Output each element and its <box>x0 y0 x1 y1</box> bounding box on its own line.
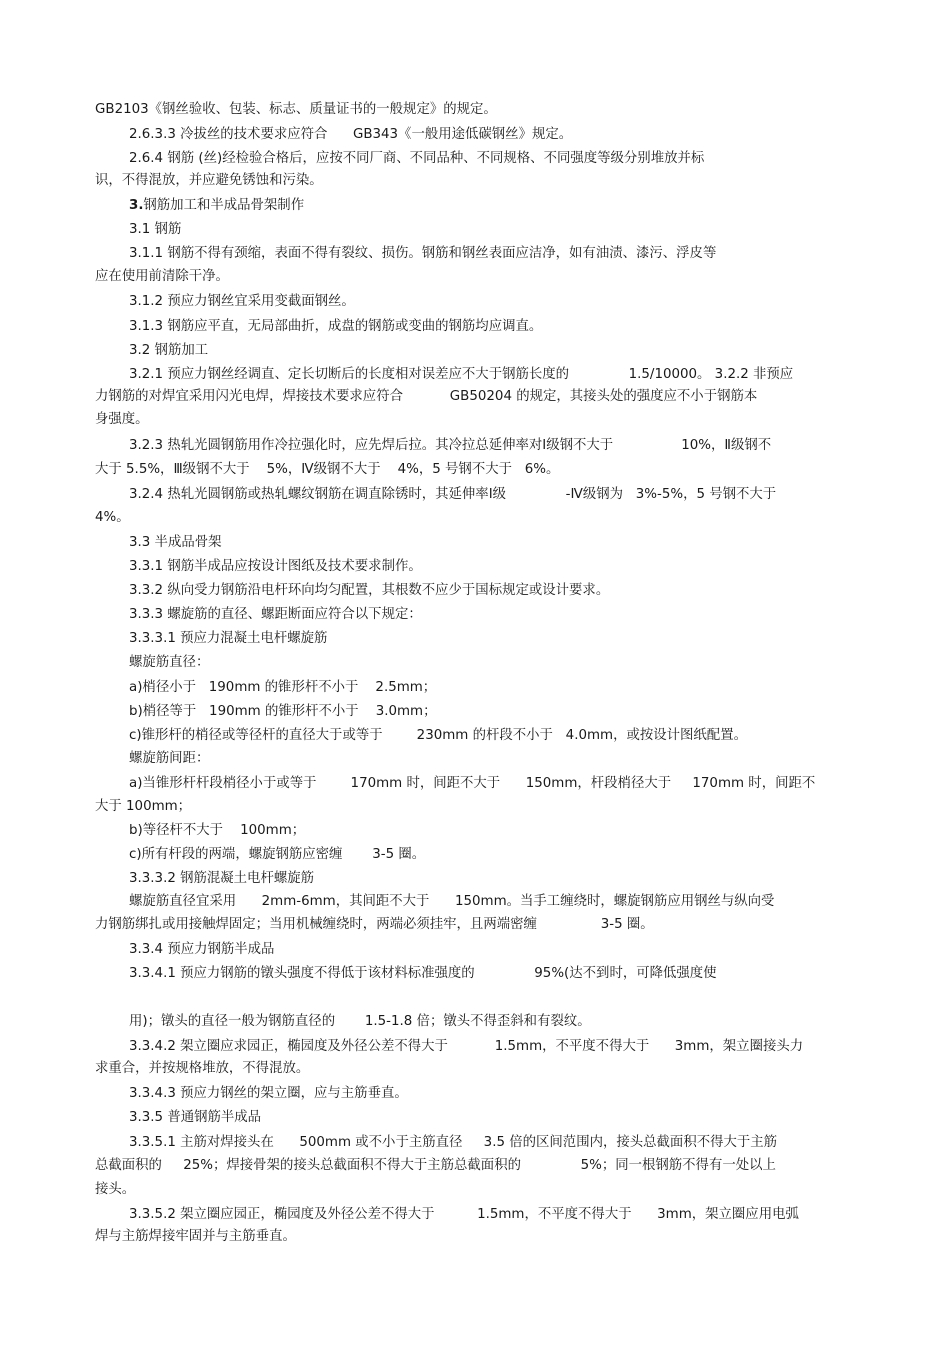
text-line: 2.6.3.3 冷拔丝的技术要求应符合 GB343《一般用途低碳钢丝》规定。 <box>129 127 573 142</box>
text-line: 3.2.4 热轧光圆钢筋或热轧螺纹钢筋在调直除锈时，其延伸率Ⅰ级 -Ⅳ级钢为 3%-5%，5 号钢不大于 <box>129 487 777 502</box>
text-line: 身强度。 <box>95 412 149 427</box>
text-line: 3.3.4.2 架立圈应求园正，椭园度及外径公差不得大于 1.5mm，不平度不得大于 3mm，架立圈接头力 <box>129 1039 804 1054</box>
text-line: 3.3.3.2 钢筋混凝土电杆螺旋筋 <box>129 871 315 886</box>
text-line: 力钢筋绑扎或用接触焊固定；当用机械缠绕时，两端必须挂牢，且两端密缠 3-5 圈。 <box>95 917 654 932</box>
text-line: 3.1 钢筋 <box>129 222 182 237</box>
text-line: 3.3.2 纵向受力钢筋沿电杆环向均匀配置，其根数不应少于国标规定或设计要求。 <box>129 583 610 598</box>
text-line: 3.3.5 普通钢筋半成品 <box>129 1110 262 1125</box>
text-line: 3.3.4 预应力钢筋半成品 <box>129 942 275 957</box>
text-line: 3.3.4.3 预应力钢丝的架立圈，应与主筋垂直。 <box>129 1086 408 1101</box>
text-line: GB2103《钢丝验收、包装、标志、质量证书的一般规定》的规定。 <box>95 102 497 117</box>
text-line: c)所有杆段的两端，螺旋钢筋应密缠 3-5 圈。 <box>129 847 426 862</box>
text-line: 3.3.3 螺旋筋的直径、螺距断面应符合以下规定： <box>129 607 422 622</box>
text-line: 3.2.1 预应力钢丝经调直、定长切断后的长度相对误差应不大于钢筋长度的 1.5/10000。 3.2.2 非预应 <box>129 367 794 382</box>
text-line: 螺旋筋间距： <box>129 751 210 766</box>
text-line: c)锥形杆的梢径或等径杆的直径大于或等于 230mm 的杆段不小于 4.0mm，或按设计图纸配置。 <box>129 728 747 743</box>
text-line: 3.1.2 预应力钢丝宜采用变截面钢丝。 <box>129 294 355 309</box>
text-line: 4%。 <box>95 510 130 525</box>
text-line: 大于 100mm； <box>95 799 192 814</box>
text-line: b)等径杆不大于 100mm； <box>129 823 306 838</box>
text-line: 3.2 钢筋加工 <box>129 343 209 358</box>
text-line: 螺旋筋直径： <box>129 655 210 670</box>
text-line: 3.3.4.1 预应力钢筋的镦头强度不得低于该材料标准强度的 95%(达不到时，可降低强度使 <box>129 966 717 981</box>
text-line: 3.1.3 钢筋应平直，无局部曲折，成盘的钢筋或变曲的钢筋均应调直。 <box>129 319 543 334</box>
text-line: b)梢径等于 190mm 的锥形杆不小于 3.0mm； <box>129 704 437 719</box>
text-line: 接头。 <box>95 1182 136 1197</box>
text-line: 求重合，并按规格堆放，不得混放。 <box>95 1061 310 1076</box>
text-line: 3.3.1 钢筋半成品应按设计图纸及技术要求制作。 <box>129 559 422 574</box>
text-line: 3.2.3 热轧光圆钢筋用作冷拉强化时，应先焊后拉。其冷拉总延伸率对Ⅰ级钢不大于 10%，Ⅱ级钢不 <box>129 438 772 453</box>
text-line: 3.3.3.1 预应力混凝土电杆螺旋筋 <box>129 631 328 646</box>
text-line: 总截面积的 25%；焊接骨架的接头总截面积不得大于主筋总截面积的 5%；同一根钢筋不得有一处以上 <box>95 1158 776 1173</box>
section-heading-number: 3. <box>129 198 144 213</box>
section-heading-text: 钢筋加工和半成品骨架制作 <box>143 198 305 213</box>
text-line: 3.1.1 钢筋不得有颈缩，表面不得有裂纹、损伤。钢筋和钢丝表面应洁净，如有油渍、漆污、浮皮等 <box>129 246 717 261</box>
text-line: 识，不得混放，并应避免锈蚀和污染。 <box>95 173 323 188</box>
text-line: 3.3.5.1 主筋对焊接头在 500mm 或不小于主筋直径 3.5 倍的区间范围内，接头总截面积不得大于主筋 <box>129 1135 778 1150</box>
section-heading <box>129 198 304 214</box>
text-line: 3.3.5.2 架立圈应园正，椭园度及外径公差不得大于 1.5mm，不平度不得大于 3mm，架立圈应用电弧 <box>129 1207 799 1222</box>
text-line: 螺旋筋直径宜采用 2mm-6mm，其间距不大于 150mm。当手工缠绕时，螺旋钢筋应用钢丝与纵向受 <box>129 894 775 909</box>
text-line: 应在使用前清除干净。 <box>95 269 229 284</box>
text-line: 2.6.4 钢筋 (丝)经检验合格后，应按不同厂商、不同品种、不同规格、不同强度等级分别堆放并标 <box>129 151 705 166</box>
text-line: a)当锥形杆杆段梢径小于或等于 170mm 时，间距不大于 150mm，杆段梢径大于 170mm 时，间距不 <box>129 776 816 791</box>
text-line: 大于 5.5%，Ⅲ级钢不大于 5%，Ⅳ级钢不大于 4%，5 号钢不大于 6%。 <box>95 462 560 477</box>
text-line: 焊与主筋焊接牢固并与主筋垂直。 <box>95 1229 296 1244</box>
text-line: 3.3 半成品骨架 <box>129 535 222 550</box>
text-line: a)梢径小于 190mm 的锥形杆不小于 2.5mm； <box>129 680 437 695</box>
text-line: 用)；镦头的直径一般为钢筋直径的 1.5-1.8 倍；镦头不得歪斜和有裂纹。 <box>129 1014 591 1029</box>
text-line: 力钢筋的对焊宜采用闪光电焊，焊接技术要求应符合 GB50204 的规定，其接头处的强度应不小于钢筋本 <box>95 389 758 404</box>
